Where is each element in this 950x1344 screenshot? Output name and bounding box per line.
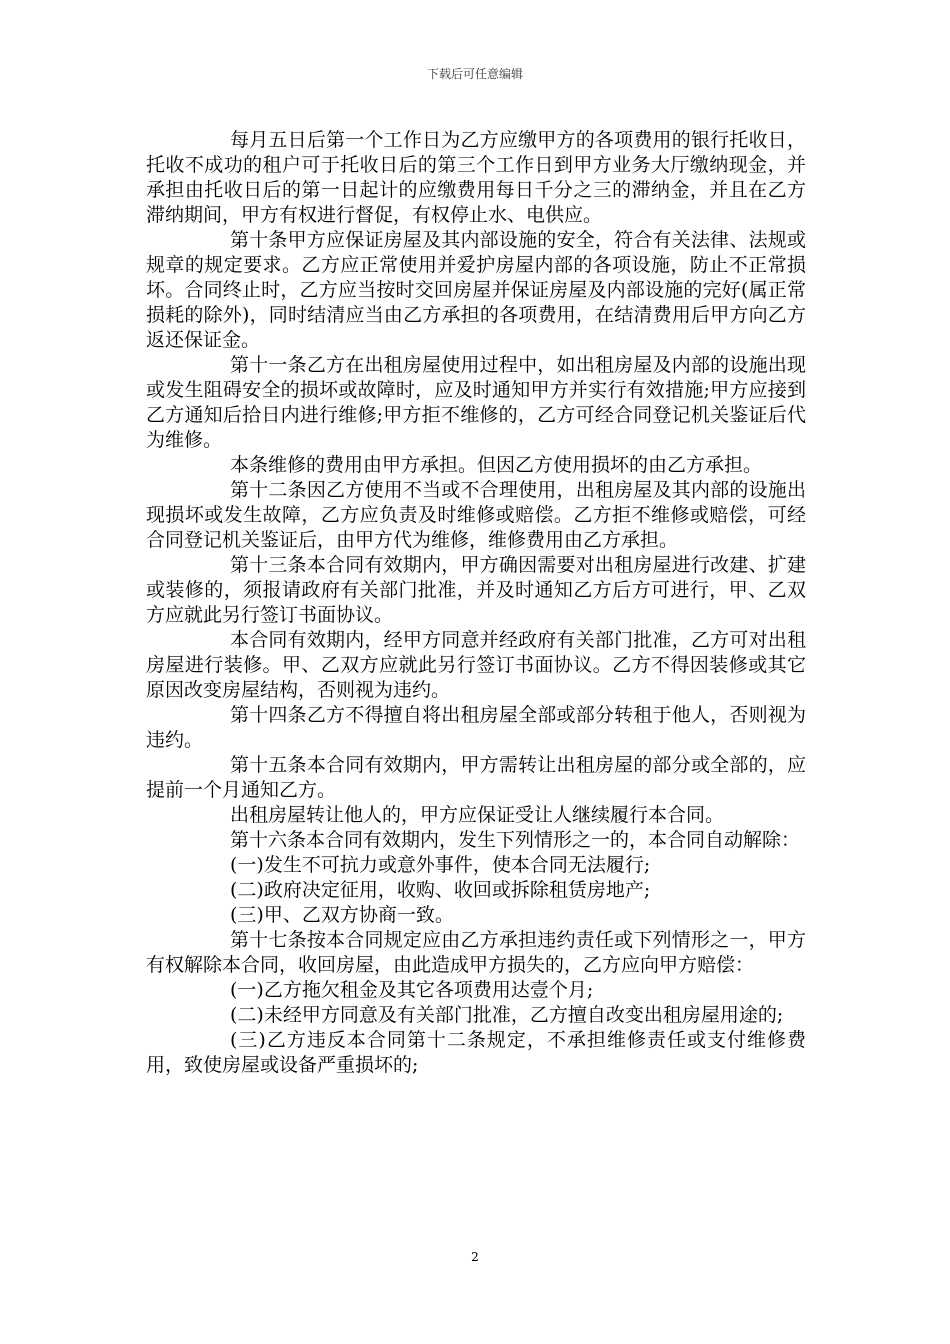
paragraph-18: (三)乙方违反本合同第十二条规定，不承担维修责任或支付维修费用，致使房屋或设备严重损坏的; — [146, 1029, 806, 1076]
paragraph-3: 第十一条乙方在出租房屋使用过程中，如出租房屋及内部的设施出现或发生阻碍安全的损坏或故障时，应及时通知甲方并实行有效措施;甲方应接到乙方通知后拾日内进行维修;甲方拒不维修的，乙方可经合同登记机关鉴证后代为维修。 — [146, 354, 806, 451]
paragraph-1: 每月五日后第一个工作日为乙方应缴甲方的各项费用的银行托收日，托收不成功的租户可于托收日后的第三个工作日到甲方业务大厅缴纳现金，并承担由托收日后的第一日起计的应缴费用每日千分之三的滞纳金，并且在乙方滞纳期间，甲方有权进行督促，有权停止水、电供应。 — [146, 129, 806, 226]
document-body — [146, 128, 806, 1078]
paragraph-11: 第十六条本合同有效期内，发生下列情形之一的，本合同自动解除： — [230, 829, 801, 851]
paragraph-17: (二)未经甲方同意及有关部门批准，乙方擅自改变出租房屋用途的; — [230, 1004, 784, 1026]
paragraph-5: 第十二条因乙方使用不当或不合理使用，出租房屋及其内部的设施出现损坏或发生故障，乙方应负责及时维修或赔偿。乙方拒不维修或赔偿，可经合同登记机关鉴证后，由甲方代为维修，维修费用由乙方承担。 — [146, 479, 806, 551]
paragraph-8: 第十四条乙方不得擅自将出租房屋全部或部分转租于他人，否则视为违约。 — [146, 704, 806, 751]
paragraph-15: 第十七条按本合同规定应由乙方承担违约责任或下列情形之一，甲方有权解除本合同，收回房屋，由此造成甲方损失的，乙方应向甲方赔偿： — [146, 929, 806, 976]
paragraph-16: (一)乙方拖欠租金及其它各项费用达壹个月; — [230, 979, 594, 1001]
paragraph-10: 出租房屋转让他人的，甲方应保证受让人继续履行本合同。 — [230, 804, 725, 826]
paragraph-12: (一)发生不可抗力或意外事件，使本合同无法履行; — [230, 854, 651, 876]
paragraph-9: 第十五条本合同有效期内，甲方需转让出租房屋的部分或全部的，应提前一个月通知乙方。 — [146, 754, 806, 801]
paragraph-6: 第十三条本合同有效期内，甲方确因需要对出租房屋进行改建、扩建或装修的，须报请政府有关部门批准，并及时通知乙方后方可进行，甲、乙双方应就此另行签订书面协议。 — [146, 554, 806, 626]
paragraph-7: 本合同有效期内，经甲方同意并经政府有关部门批准，乙方可对出租房屋进行装修。甲、乙双方应就此另行签订书面协议。乙方不得因装修或其它原因改变房屋结构，否则视为违约。 — [146, 629, 806, 701]
page-header: 下载后可任意编辑 — [426, 67, 523, 81]
paragraph-13: (二)政府决定征用，收购、收回或拆除租赁房地产; — [230, 879, 651, 901]
paragraph-4: 本条维修的费用由甲方承担。但因乙方使用损坏的由乙方承担。 — [230, 454, 763, 476]
page-number: 2 — [471, 1250, 479, 1264]
paragraph-14: (三)甲、乙双方协商一致。 — [230, 904, 454, 926]
paragraph-2: 第十条甲方应保证房屋及其内部设施的安全，符合有关法律、法规或规章的规定要求。乙方应正常使用并爱护房屋内部的各项设施，防止不正常损坏。合同终止时，乙方应当按时交回房屋并保证房屋及内部设施的完好(属正常损耗的除外)，同时结清应当由乙方承担的各项费用，在结清费用后甲方向乙方返还保证金。 — [146, 229, 806, 351]
